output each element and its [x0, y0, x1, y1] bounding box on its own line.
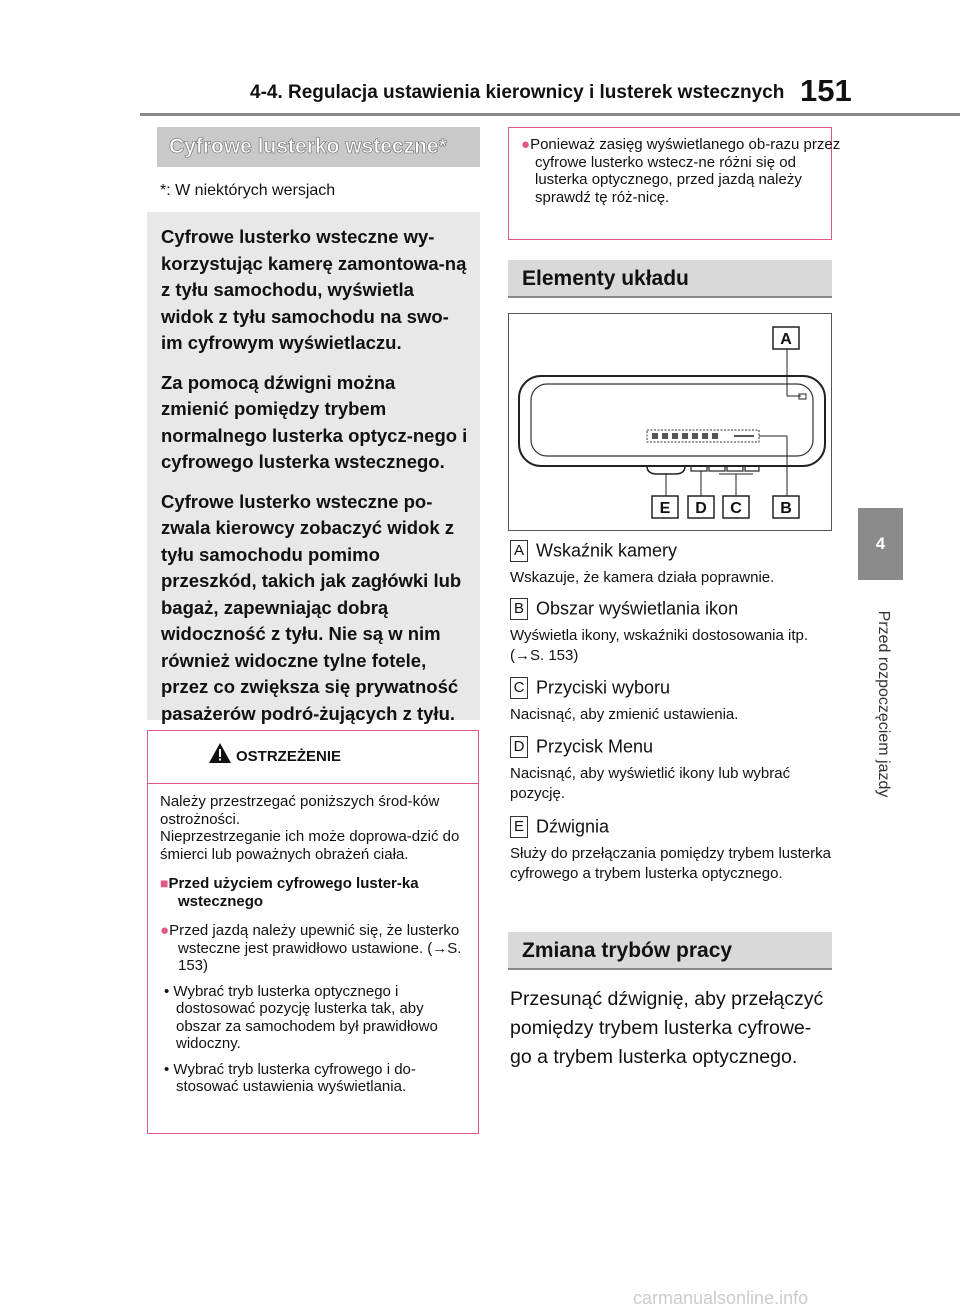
section-title-digital-mirror: Cyfrowe lusterko wsteczne* [157, 127, 480, 167]
component-desc: Wskazuje, że kamera działa poprawnie. [510, 569, 775, 586]
warning-bullet: • Wybrać tryb lusterka optycznego i dostosować pozycję lusterka tak, aby obszar za samochodem był prawidłowo widoczny. [164, 982, 438, 1052]
footnote: *: W niektórych wersjach [160, 182, 336, 199]
warning-dot-item: ●Przed jazdą należy upewnić się, że lusterko wsteczne jest prawidłowo ustawione. (→S. 153) [160, 922, 462, 974]
diagram-label-c: C [730, 500, 742, 517]
note-text: ●Ponieważ zasięg wyświetlanego ob-razu przez cyfrowe lusterko wstecz-ne różni się od lusterka optycznego, przed jazdą należy sprawdź tę róż-nicę. [521, 136, 841, 206]
diagram-label-a: A [780, 331, 792, 348]
note-box [508, 127, 841, 240]
warning-box [147, 730, 479, 1134]
intro-box [147, 212, 480, 724]
component-name: Obszar wyświetlania ikon [536, 598, 739, 619]
component-letter: A [510, 540, 528, 562]
section-title-modes: Zmiana trybów pracy [508, 932, 832, 970]
mirror-illustration [509, 314, 830, 529]
component-item-b [510, 598, 832, 666]
component-name: Dźwignia [536, 816, 610, 837]
component-name: Wskaźnik kamery [536, 540, 678, 561]
component-item-a [510, 540, 832, 588]
component-desc: Służy do przełączania pomiędzy trybem lusterka cyfrowego a trybem lusterka optycznego. [510, 845, 831, 882]
mirror-diagram [508, 313, 832, 531]
watermark: carmanualsonline.info [633, 1288, 809, 1308]
warning-intro: Należy przestrzegać poniższych środ-ków ostrożności. [160, 793, 440, 828]
intro-paragraph: Cyfrowe lusterko wsteczne wy-korzystując kamerę zamontowa-ną z tyłu samochodu, wyświetla widok z tyłu samochodu na swo-im cyfrowym wyświetlaczu. [161, 226, 467, 353]
component-letter: B [510, 598, 528, 620]
dot-bullet-icon: ● [160, 922, 170, 939]
component-letter: D [510, 736, 528, 758]
component-item-d [510, 736, 832, 804]
diagram-label-e: E [659, 500, 671, 517]
component-desc: Nacisnąć, aby zmienić ustawienia. [510, 706, 739, 723]
intro-paragraph: Za pomocą dźwigni można zmienić pomiędzy trybem normalnego lusterka optycz-nego i cyfrowego lusterka wstecznego. [161, 371, 468, 472]
warning-bullet: • Wybrać tryb lusterka cyfrowego i do-stosować ustawienia wyświetlania. [164, 1060, 416, 1095]
warning-triangle-icon [208, 742, 232, 764]
diagram-label-b: B [780, 500, 792, 517]
component-desc: Nacisnąć, aby wyświetlić ikony lub wybrać pozycję. [510, 765, 791, 802]
warning-subheading: ■Przed użyciem cyfrowego luster-ka wstecznego [160, 875, 419, 910]
section-title-components: Elementy układu [508, 260, 832, 298]
component-letter: C [510, 677, 528, 699]
component-letter: E [510, 816, 528, 838]
mode-text: Przesunąć dźwignię, aby przełączyć pomiędzy trybem lusterka cyfrowe-go a trybem lusterka optycznego. [510, 988, 824, 1068]
diagram-label-d: D [695, 500, 707, 517]
warning-body [160, 793, 472, 1096]
component-item-e [510, 816, 832, 884]
page-number: 151 [800, 73, 852, 108]
component-name: Przycisk Menu [536, 736, 654, 757]
warning-header [148, 731, 478, 784]
square-bullet-icon: ■ [160, 875, 169, 891]
intro-paragraph: Cyfrowe lusterko wsteczne po-zwala kierowcy zobaczyć widok z tyłu samochodu pomimo przeszkód, takich jak zagłówki lub bagaż, zapewniając dobrą widoczność z tyłu. Nie są w nim również widoczne tylne fotele, przez co zwiększa się prywatność pasażerów podró-żujących z tyłu. [161, 490, 462, 724]
warning-intro2: Nieprzestrzeganie ich może doprowa-dzić do śmierci lub poważnych obrażeń ciała. [160, 828, 460, 863]
header-rule [140, 113, 960, 116]
chapter-tab: 4 [858, 508, 903, 580]
warning-title: OSTRZEŻENIE [236, 748, 342, 765]
component-name: Przyciski wyboru [536, 677, 671, 698]
dot-bullet-icon: ● [521, 136, 531, 153]
chapter-label: Przed rozpoczęciem jazdy [875, 610, 892, 798]
component-desc: Wyświetla ikony, wskaźniki dostosowania itp. (→S. 153) [510, 627, 809, 664]
component-item-c [510, 677, 832, 725]
header-title: 4-4. Regulacja ustawienia kierownicy i lusterek wstecznych [250, 82, 785, 103]
